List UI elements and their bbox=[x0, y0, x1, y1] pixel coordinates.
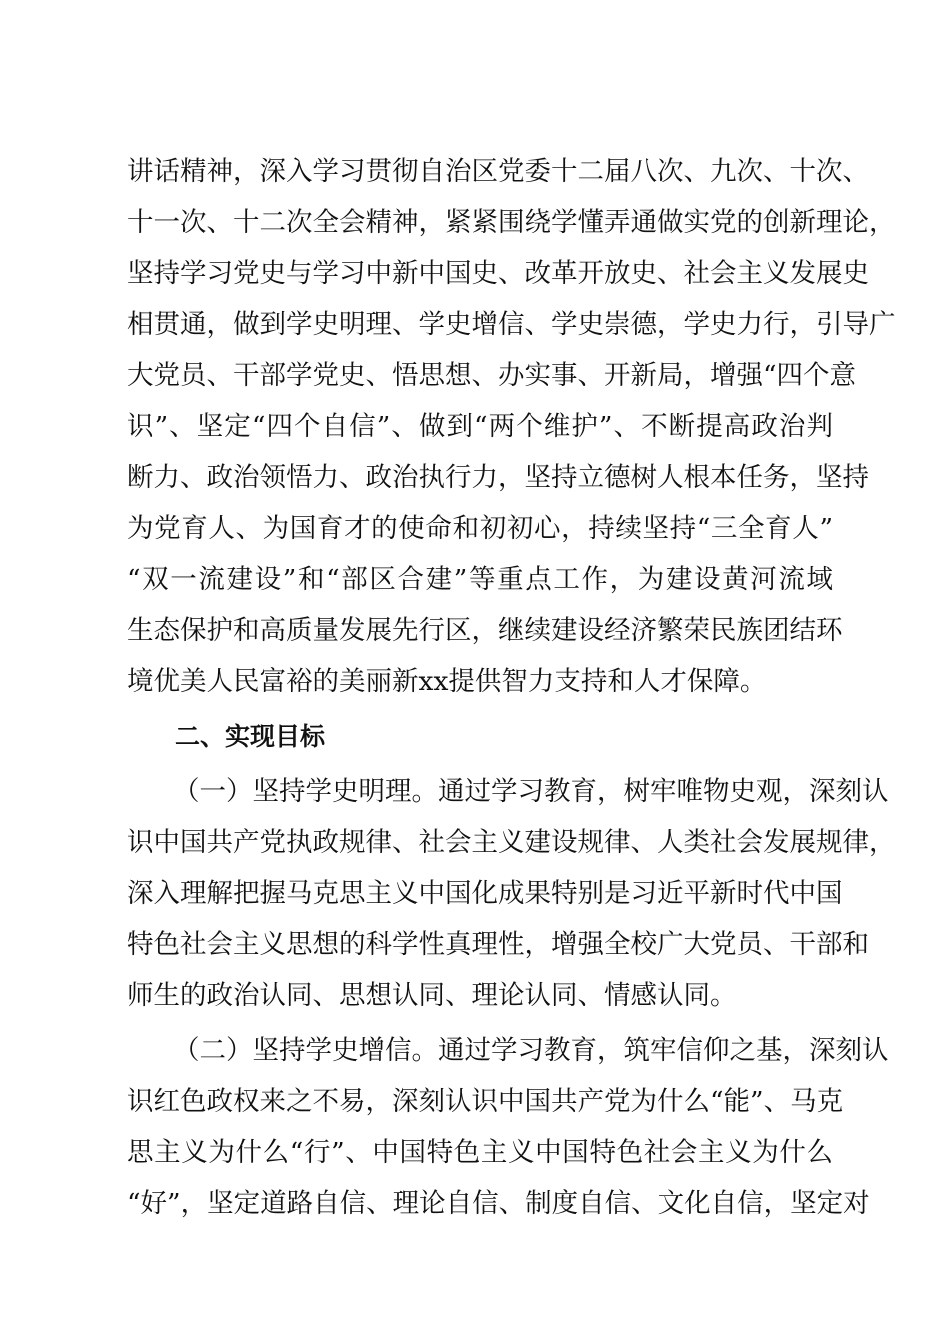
text-line: “好”，坚定道路自信、理论自信、制度自信、文化自信，坚定对 bbox=[127, 1188, 870, 1219]
text-line: 深入理解把握马克思主义中国化成果特别是习近平新时代中国 bbox=[127, 878, 843, 909]
text-line: 断力、政治领悟力、政治执行力，坚持立德树人根本任务，坚持 bbox=[127, 462, 869, 493]
text-line: 师生的政治认同、思想认同、理论认同、情感认同。 bbox=[127, 980, 737, 1011]
paragraph-guiding-ideology bbox=[127, 146, 896, 707]
text-line: 识中国共产党执政规律、社会主义建设规律、人类社会发展规律， bbox=[127, 827, 896, 858]
text-line: 为党育人、为国育才的使命和初初心，持续坚持“三全育人” bbox=[127, 513, 833, 544]
text-line: （一）坚持学史明理。通过学习教育，树牢唯物史观，深刻认 bbox=[173, 776, 889, 807]
paragraph-learn-history-reason bbox=[127, 766, 896, 1021]
text-line: 境优美人民富裕的美丽新xx提供智力支持和人才保障。 bbox=[127, 666, 767, 697]
text-line: “双一流建设”和“部区合建”等重点工作，为建设黄河流域 bbox=[127, 564, 833, 595]
text-line: 生态保护和高质量发展先行区，继续建设经济繁荣民族团结环 bbox=[127, 615, 843, 646]
text-line: 十一次、十二次全会精神，紧紧围绕学懂弄通做实党的创新理论， bbox=[127, 207, 896, 238]
text-line: 坚持学习党史与学习中新中国史、改革开放史、社会主义发展史 bbox=[127, 258, 869, 289]
text-line: 识”、坚定“四个自信”、做到“两个维护”、不断提高政治判 bbox=[127, 411, 833, 442]
text-line: 讲话精神，深入学习贯彻自治区党委十二届八次、九次、十次、 bbox=[127, 156, 869, 187]
text-line: 相贯通，做到学史明理、学史增信、学史崇德，学史力行，引导广 bbox=[127, 309, 896, 340]
text-line: 大党员、干部学党史、悟思想、办实事、开新局，增强“四个意 bbox=[127, 360, 857, 391]
text-line: 思主义为什么“行”、中国特色主义中国特色社会主义为什么 bbox=[127, 1137, 833, 1168]
section-heading-goals: 二、实现目标 bbox=[175, 722, 326, 751]
text-line: 识红色政权来之不易，深刻认识中国共产党为什么“能”、马克 bbox=[127, 1086, 844, 1117]
document-body bbox=[127, 146, 896, 1229]
text-line: （二）坚持学史增信。通过学习教育，筑牢信仰之基，深刻认 bbox=[173, 1035, 889, 1066]
text-line: 特色社会主义思想的科学性真理性，增强全校广大党员、干部和 bbox=[127, 929, 869, 960]
paragraph-learn-history-confidence bbox=[127, 1025, 889, 1229]
